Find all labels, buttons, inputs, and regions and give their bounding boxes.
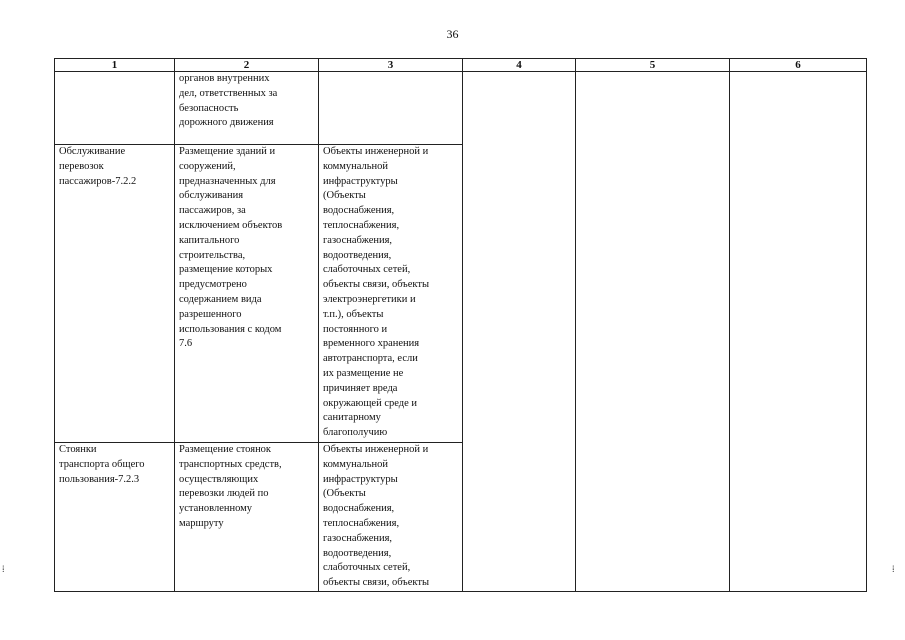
row1-use-type <box>55 72 175 145</box>
row1-auxiliary-objects <box>319 72 463 145</box>
header-col-2: 2 <box>175 59 319 72</box>
header-col-4: 4 <box>463 59 576 72</box>
zoning-table <box>54 58 867 592</box>
page-number: 36 <box>446 27 459 41</box>
col6-empty-cell <box>730 72 867 592</box>
header-col-1: 1 <box>55 59 175 72</box>
row1-description: органов внутренних дел, ответственных за безопасность дорожного движения <box>175 72 319 145</box>
scan-edge-mark-left: ⁞ <box>2 564 5 574</box>
header-col-5: 5 <box>576 59 730 72</box>
row3-use-type: Стоянки транспорта общего пользования-7.2.3 <box>55 443 175 592</box>
row2-description: Размещение зданий и сооружений, предназначенных для обслуживания пассажиров, за исключением объектов капитального строительства, размещение которых предусмотрено содержанием вида разрешенного использования с кодом 7.6 <box>175 145 319 443</box>
table-row <box>55 72 867 145</box>
header-col-3: 3 <box>319 59 463 72</box>
row2-auxiliary-objects: Объекты инженерной и коммунальной инфраструктуры (Объекты водоснабжения, теплоснабжения, газоснабжения, водоотведения, слаботочных сетей, объекты связи, объекты электроэнергетики и т.п.), объекты постоянного и временного хранения автотранспорта, если их размещение не причиняет вреда окружающей среде и санитарному благополучию <box>319 145 463 443</box>
scan-edge-mark-right: ⁞ <box>892 564 895 574</box>
header-col-6: 6 <box>730 59 867 72</box>
col4-empty-cell <box>463 72 576 592</box>
row2-use-type: Обслуживание перевозок пассажиров-7.2.2 <box>55 145 175 443</box>
col5-empty-cell <box>576 72 730 592</box>
row3-auxiliary-objects: Объекты инженерной и коммунальной инфраструктуры (Объекты водоснабжения, теплоснабжения, газоснабжения, водоотведения, слаботочных сетей, объекты связи, объекты <box>319 443 463 592</box>
row3-description: Размещение стоянок транспортных средств, осуществляющих перевозки людей по установленному маршруту <box>175 443 319 592</box>
table-header-row <box>55 59 867 72</box>
